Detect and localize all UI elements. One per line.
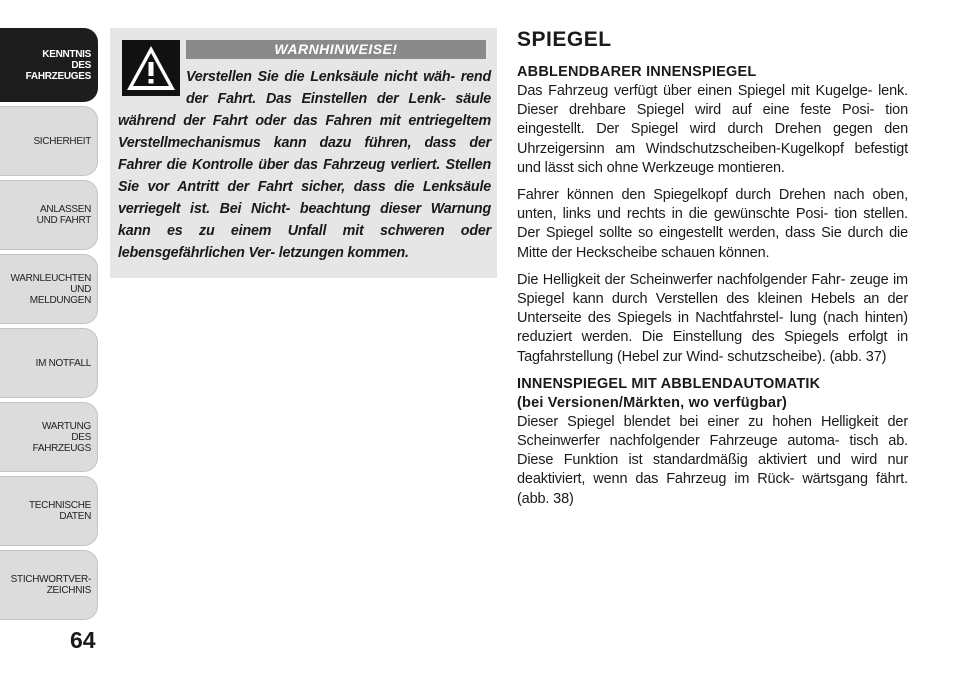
heading-abblendbarer-innenspiegel: ABBLENDBARER INNENSPIEGEL <box>517 64 757 80</box>
tab-warnleuchten-und-meldungen[interactable]: WARNLEUCHTEN UND MELDUNGEN <box>0 254 98 324</box>
paragraph-kugelgelenk: Das Fahrzeug verfügt über einen Spiegel mit Kugelge- lenk. Dieser drehbare Spiegel wird auf eine feste Posi- tion eingestellt. Der Spiegel wird durch Drehen gegen den Uhrzeigersinn am Windschutzscheiben-Kugelkopf befestigt und lässt sich ohne Werkzeuge montieren. <box>517 83 908 176</box>
paragraph-spiegelkopf: Fahrer können den Spiegelkopf durch Drehen nach oben, unten, links und rechts in die gewünschte Posi- tion stellen. Der Spiegel sollte so eingestellt werden, dass Sie durch die Mitte der Heckscheibe schauen können. <box>517 187 908 261</box>
tab-kenntnis-des-fahrzeuges[interactable]: KENNTNIS DES FAHRZEUGES <box>0 28 98 102</box>
subheading-verfuegbarkeit: (bei Versionen/Märkten, wo verfügbar) <box>517 394 788 411</box>
warning-header: WARNHINWEISE! <box>186 40 486 59</box>
warning-text: Verstellen Sie die Lenksäule nicht wäh- rend der Fahrt. Das Einstellen der Lenk- säule während der Fahrt oder das Fahren mit entriegeltem Verstellmechanismus kann dazu führen, dass der Fahrer die Kontrolle über das Fahrzeug verliert. Stellen Sie vor Antritt der Fahrt sicher, dass die Lenksäule verriegelt ist. Bei Nicht- beachtung dieser Warnung kann es zu einem Unfall mit schweren oder lebensgefährlichen Ver- letzungen kommen. <box>118 69 491 261</box>
tab-stichwortverzeichnis[interactable]: STICHWORTVER- ZEICHNIS <box>0 550 98 620</box>
tab-sicherheit[interactable]: SICHERHEIT <box>0 106 98 176</box>
paragraph-abblendautomatik: Dieser Spiegel blendet bei einer zu hohen Helligkeit der Scheinwerfer nachfolgender Fahrzeuge automa- tisch ab. Diese Funktion ist standardmäßig aktiviert und wird nur deaktiviert, wenn das Fahrzeug im Rück- wärtsgang fährt. (abb. 38) <box>517 413 908 507</box>
heading-abblendautomatik: INNENSPIEGEL MIT ABBLENDAUTOMATIK <box>517 375 821 392</box>
tab-anlassen-und-fahrt[interactable]: ANLASSEN UND FAHRT <box>0 180 98 250</box>
page-number: 64 <box>70 627 96 653</box>
tab-im-notfall[interactable]: IM NOTFALL <box>0 328 98 398</box>
main-content <box>517 28 908 517</box>
warning-text-block <box>118 66 491 264</box>
paragraph-helligkeit: Die Helligkeit der Scheinwerfer nachfolgender Fahr- zeuge im Spiegel kann durch Verstellen des kleinen Hebels an der Unterseite des Spiegels in Nachtfahrstel- lung (nach hinten) reduziert werden. Die Einstellung des Spiegels erfolgt in Tagfahrstellung (Hebel zur Wind- schutzscheibe). (abb. 37) <box>517 271 908 365</box>
section-title: SPIEGEL <box>517 28 612 51</box>
warning-box <box>110 28 497 278</box>
tab-technische-daten[interactable]: TECHNISCHE DATEN <box>0 476 98 546</box>
tab-wartung-des-fahrzeugs[interactable]: WARTUNG DES FAHRZEUGS <box>0 402 98 472</box>
